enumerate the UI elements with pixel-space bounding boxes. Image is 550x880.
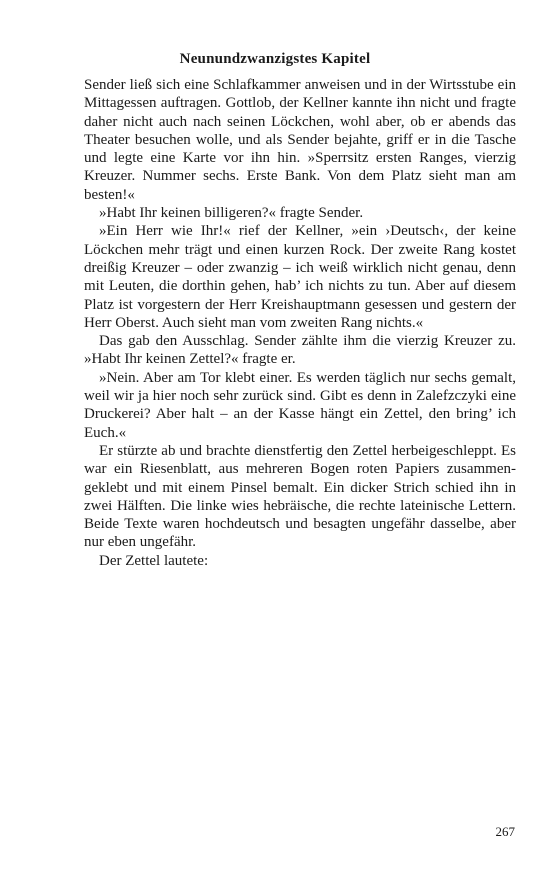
chapter-title: Neunundzwanzigstes Kapitel (179, 51, 371, 67)
chapter-body (84, 76, 516, 570)
paragraph: »Nein. Aber am Tor klebt einer. Es werden täglich nur sechs gemalt, weil wir ja hier noch sehr zurück sind. Gibt es denn in Zalefzczyki eine Druckerei? Aber halt – an der Kasse hängt ein Zettel, den bring’ ich Euch.« (84, 369, 516, 441)
page-number: 267 (495, 824, 515, 839)
paragraph: »Ein Herr wie Ihr!« rief der Kellner, »ein ›Deutsch‹, der keine Löckchen mehr trägt und einen kurzen Rock. Der zweite Rang kostet dreißig Kreuzer – oder zwanzig – ich weiß wirklich nicht genau, denn mit Leuten, die dorthin gehen, hab’ ich nichts zu tun. Aber auf diesem Platz ist vorgestern der Herr Kreishauptmann gesessen und gestern der Herr Oberst. Auch sieht man vom zweiten Rang nichts.« (84, 223, 516, 331)
paragraph: Der Zettel lautete: (99, 552, 209, 569)
paragraph: Er stürzte ab und brachte dienstfertig den Zettel herbeigeschleppt. Es war ein Riesenblatt, aus mehreren Bogen roten Papiers zusammengeklebt und mit einem Pinsel bemalt. Ein dicker Strich schied ihn in zwei Hälften. Die linke wies hebräische, die rechte lateinische Lettern. Beide Texte waren hochdeutsch und besagten ungefähr dasselbe, aber nur eben ungefähr. (84, 442, 516, 551)
paragraph: »Habt Ihr keinen billigeren?« fragte Sender. (99, 205, 364, 222)
paragraph: Das gab den Ausschlag. Sender zählte ihm die vierzig Kreuzer zu. »Habt Ihr keinen Zettel?« fragte er. (84, 333, 516, 368)
paragraph: Sender ließ sich eine Schlafkammer anweisen und in der Wirtsstube ein Mittagessen auftragen. Gottlob, der Kellner kannte ihn nicht und fragte daher nicht auch nach seinen Löckchen, wohl aber, ob er abends das Theater besuchen wolle, und als Sender bejahte, griff er in die Tasche und legte eine Karte vor ihn hin. »Sperrsitz ersten Ranges, vierzig Kreuzer. Nummer sechs. Erste Bank. Von dem Platz sieht man am besten!« (84, 77, 516, 203)
